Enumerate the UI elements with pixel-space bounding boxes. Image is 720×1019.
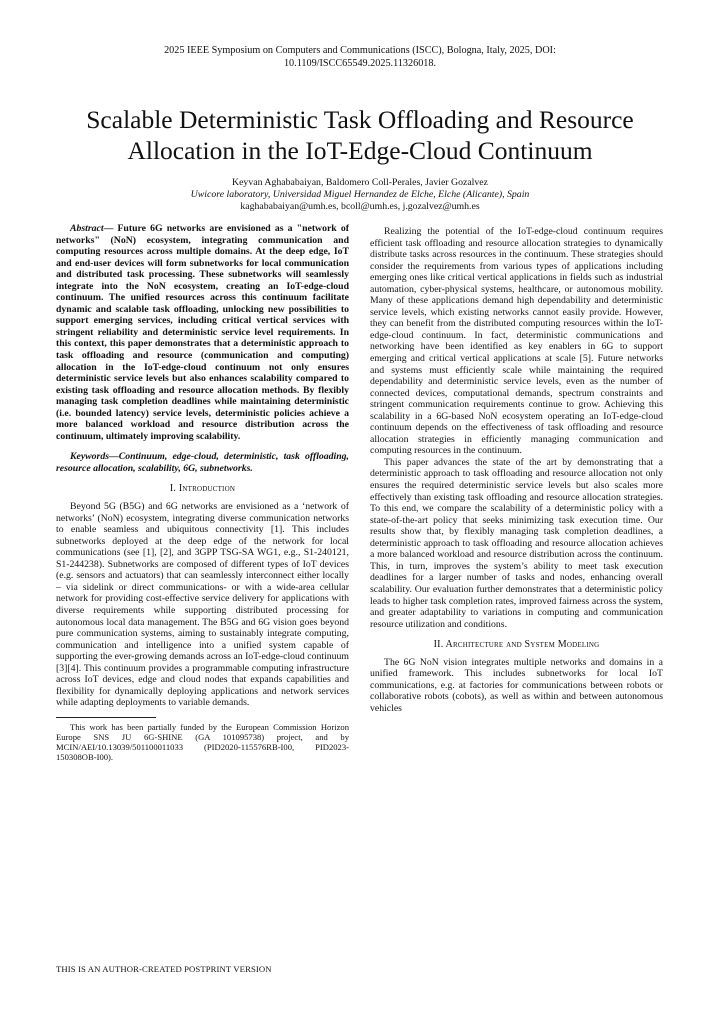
paper-title-line2: Allocation in the IoT-Edge-Cloud Continuum — [127, 136, 593, 165]
publication-note — [80, 44, 640, 70]
footnote-divider — [56, 717, 156, 718]
introduction-paragraph-3: This paper advances the state of the art by demonstrating that a deterministic approach to task offloading and resource allocation not only ensures the required deterministic service levels but also scales more effectively than existing task offloading and resource allocation strategies. To this end, we compare the scalability of a deterministic policy with a state-of-the-art policy that seeks minimizing task execution time. Our results show that, by flexibly managing task completion deadlines, a deterministic approach to task offloading and resource allocation achieves a more balanced workload and resource distribution across the continuum. This, in turn, improves the system’s ability to meet task execution deadlines for a larger number of tasks and nodes, enhancing overall scalability. Our evaluation further demonstrates that a deterministic policy leads to higher task completion rates, improved fairness across the system, and greater adaptability to variations in computing and communication resource utilization and conditions. — [370, 456, 663, 630]
abstract — [56, 223, 349, 442]
introduction-paragraph-2: Realizing the potential of the IoT-edge-cloud continuum requires efficient task offloading and resource allocation strategies to dynamically distribute tasks across resources in the continuum. These strategies should consider the requirements from various types of applications including emerging ones like critical vertical applications in fields such as industrial automation, cyber-physical systems, healthcare, or autonomous mobility. Many of these applications demand high dependability and deterministic service levels, which existing networks cannot easily provide. However, they can benefit from the distributed computing resources within the IoT-edge-cloud continuum. In fact, deterministic communications and networking have been identified as key enablers in 6G to support emerging and critical vertical applications at scale [5]. Future networks and systems must efficiently scale while maintaining the required dependability and deterministic service levels, even as the number of connected devices, computational demands, spectrum constraints and stringent communication requirements continue to grow. Achieving this scalability in a 6G-based NoN ecosystem operating an IoT-edge-cloud continuum depends on the effectiveness of task offloading and resource allocation strategies in efficiently managing communication and computing resources in the continuum. — [370, 226, 663, 457]
publication-note-line1: 2025 IEEE Symposium on Computers and Communications (ISCC), Bologna, Italy, 2025, DOI: — [164, 45, 556, 56]
left-column — [56, 223, 349, 763]
author-emails: kaghababaiyan@umh.es, bcoll@umh.es, j.gozalvez@umh.es — [240, 201, 480, 212]
author-block — [60, 177, 660, 213]
paper-title-line1: Scalable Deterministic Task Offloading and Resource — [86, 105, 634, 134]
author-affiliation: Uwicore laboratory, Universidad Miguel Hernandez de Elche, Elche (Alicante), Spain — [190, 189, 530, 200]
abstract-text: — Future 6G networks are envisioned as a "network of networks" (NoN) ecosystem, integrating communication and computing resources across multiple domains. At the deep edge, IoT and end-user devices will form subnetworks for local communication and distributed task processing. These subnetworks will seamlessly integrate into the NoN ecosystem, creating an IoT-edge-cloud continuum. The unified resources across this continuum facilitate dynamic and scalable task offloading, unlocking new possibilities to support emerging services, including critical vertical services with stringent reliability and deterministic service level requirements. In this context, this paper demonstrates that a deterministic approach to task offloading and resource (communication and computing) allocation in the IoT-edge-cloud continuum not only ensures deterministic service levels but also enhances scalability compared to existing task offloading and resource allocation methods. By flexibly managing task completion deadlines while maintaining deterministic (i.e. bounded latency) service levels, deterministic policies achieve a more balanced workload and resource distribution across the continuum, ultimately improving scalability. — [56, 223, 349, 442]
paper-title — [40, 104, 680, 166]
section-heading-introduction: I. Introduction — [169, 483, 236, 495]
section-heading-architecture: II. Architecture and System Modeling — [433, 639, 600, 651]
publication-note-line2: 10.1109/ISCC65549.2025.11326018. — [283, 58, 437, 69]
architecture-paragraph-1: The 6G NoN vision integrates multiple networks and domains in a unified framework. This includes subnetworks for local IoT communications, e.g. at factories for communications between robots or collaborative robots (cobots), as well as within and between autonomous vehicles — [370, 656, 663, 714]
right-column — [370, 226, 663, 714]
abstract-lead: Abstract — [70, 223, 104, 234]
author-names: Keyvan Aghababaiyan, Baldomero Coll-Perales, Javier Gozalvez — [232, 177, 488, 188]
keywords: Keywords—Continuum, edge-cloud, deterministic, task offloading, resource allocation, scalability, 6G, subnetworks. — [56, 451, 349, 474]
postprint-notice: THIS IS AN AUTHOR-CREATED POSTPRINT VERSION — [56, 964, 272, 974]
introduction-paragraph-1: Beyond 5G (B5G) and 6G networks are envisioned as a ‘network of networks’ (NoN) ecosystem, integrating diverse communication networks to enable seamless and ubiquitous connectivity [1]. This includes subnetworks deployed at the deep edge of the network for local communications (see [1], [2], and 3GPP TSG-SA WG1, e.g., S1-240121, S1-244238). Subnetworks are composed of different types of IoT devices (e.g. sensors and actuators) that can seamlessly interconnect either locally – via sidelink or direct communications- or with a wide-area cellular network for providing cost-effective service delivery for applications with diverse requirements while supporting distributed processing for autonomous local data management. The B5G and 6G vision goes beyond pure communication systems, aiming to sustainably integrate computing, communication and intelligence into a unified system capable of supporting the ever-growing demands across an IoT-edge-cloud continuum [3][4]. This continuum provides a programmable computing infrastructure across IoT devices, edge and cloud nodes that expands capabilities and flexibility for dynamically deploying applications and network services while adapting deployments to variable demands. — [56, 501, 349, 709]
funding-footnote: This work has been partially funded by the European Commission Horizon Europe SNS JU 6G-SHINE (GA 101095738) project, and by MCIN/AEI/10.13039/501100011033 (PID2020-115576RB-I00, PID2023-150308OB-I00). — [56, 721, 349, 763]
